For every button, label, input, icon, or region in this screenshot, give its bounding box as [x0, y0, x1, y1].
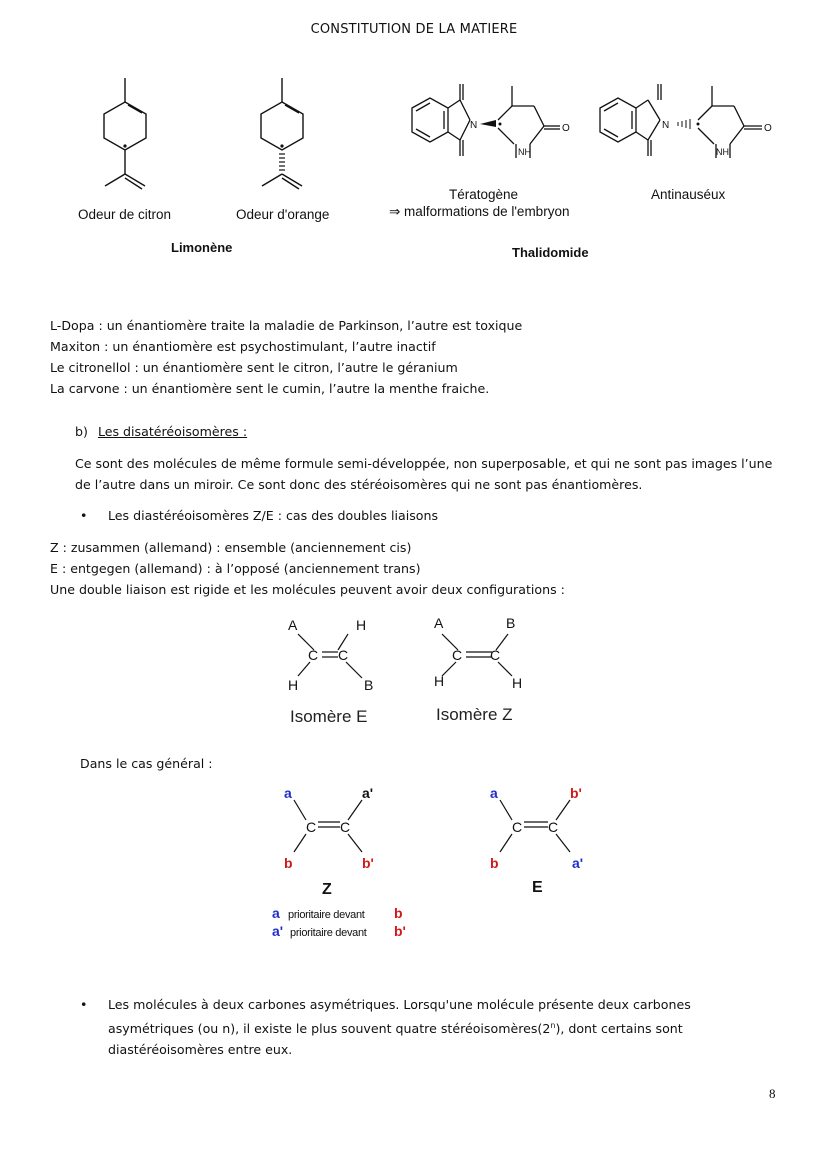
z-definition: Z : zusammen (allemand) : ensemble (anciennement cis): [50, 540, 412, 555]
general-z-label: Z: [322, 881, 332, 898]
limonene-citron-caption: Odeur de citron: [78, 207, 172, 222]
thalidomide-o-left: O: [562, 123, 570, 134]
thalidomide-teratogen-caption: Tératogène: [449, 187, 519, 202]
isomer-z-c1: C: [452, 647, 463, 663]
general-e-b-prime: b': [570, 785, 582, 801]
isomer-z-atom-b: B: [506, 615, 516, 631]
bullet-z-e-text: Les diastéréoisomères Z/E : cas des doubles liaisons: [108, 508, 439, 523]
general-case-intro: Dans le cas général :: [80, 756, 213, 771]
section-b-title: Les disatéréoisomères :: [97, 424, 248, 439]
thalidomide-nh-left: NH: [518, 147, 531, 157]
thalidomide-malformation-caption: ⇒ malformations de l'embryon: [389, 204, 570, 219]
general-z-e-diagram: [270, 782, 610, 947]
isomer-z-atom-a: A: [434, 615, 444, 631]
asymmetric-line-1: Les molécules à deux carbones asymétriques. Lorsqu'une molécule présente deux carbones: [108, 997, 691, 1012]
thalidomide-name: Thalidomide: [512, 245, 589, 260]
limonene-structures: [90, 70, 330, 200]
asymmetric-line-3: diastéréoisomères entre eux.: [108, 1042, 293, 1058]
isomer-e-atom-a: A: [288, 617, 298, 633]
double-bond-rigid: Une double liaison est rigide et les molécules peuvent avoir deux configurations :: [50, 582, 565, 597]
bullet-dot: •: [80, 508, 88, 523]
section-b-definition: [75, 453, 775, 495]
thalidomide-nh-right: NH: [716, 147, 729, 157]
general-e-c2: C: [548, 819, 559, 835]
isomer-e-atom-h-top: H: [356, 617, 367, 633]
asymmetric-line-2-sup: n: [550, 1021, 556, 1030]
isomer-e-c2: C: [338, 647, 349, 663]
thalidomide-n-right: N: [662, 120, 670, 131]
prio1-a: a: [272, 905, 280, 921]
isomer-e-c1: C: [308, 647, 319, 663]
asymmetric-line-2-pre: asymétriques (ou n), il existe le plus souvent quatre stéréoisomères(2: [108, 1021, 551, 1037]
definition-line-2: de l’autre dans un miroir. Ce sont donc des stéréoisomères qui ne sont pas énantiomères.: [75, 477, 643, 492]
general-z-b: b: [284, 855, 293, 871]
isomer-z-caption: Isomère Z: [436, 705, 513, 724]
general-e-label: E: [532, 879, 543, 896]
asymmetric-line-2: [108, 1015, 691, 1039]
bullet-asymmetric-carbons: [80, 994, 770, 1060]
asymmetric-line-2-post: ), dont certains sont: [555, 1021, 683, 1037]
isomer-e-caption: Isomère E: [290, 707, 368, 726]
page-number: 8: [769, 1086, 776, 1101]
isomer-z-atom-h-left: H: [434, 673, 445, 689]
general-e-b: b: [490, 855, 499, 871]
general-z-a: a: [284, 785, 292, 801]
prio1-text: prioritaire devant: [288, 909, 365, 921]
page-header: CONSTITUTION DE LA MATIERE: [310, 22, 518, 37]
general-z-b-prime: b': [362, 855, 374, 871]
definition-line-1: Ce sont des molécules de même formule semi-développée, non superposable, et qui ne sont pas images l’une: [75, 456, 773, 471]
isomer-z-c2: C: [490, 647, 501, 663]
general-z-c2: C: [340, 819, 351, 835]
example-maxiton: Maxiton : un énantiomère est psychostimulant, l’autre inactif: [50, 339, 436, 354]
bullet-z-e: [80, 505, 438, 526]
general-z-a-prime: a': [362, 785, 374, 801]
prio2-a: a': [272, 923, 284, 939]
thalidomide-o-right: O: [764, 123, 772, 134]
prio2-b: b': [394, 923, 406, 939]
general-e-a-prime: a': [572, 855, 584, 871]
example-carvone: La carvone : un énantiomère sent le cumin, l’autre la menthe fraiche.: [50, 381, 490, 396]
isomer-e-z-diagram: [280, 610, 540, 730]
thalidomide-antinauseous-caption: Antinauséux: [651, 187, 726, 202]
e-definition: E : entgegen (allemand) : à l’opposé (anciennement trans): [50, 561, 421, 576]
bullet-dot: •: [80, 997, 88, 1012]
isomer-z-atom-h-right: H: [512, 675, 523, 691]
isomer-e-atom-b: B: [364, 677, 374, 693]
section-b-label: b): [75, 424, 88, 439]
prio1-b: b: [394, 905, 403, 921]
thalidomide-n-left: N: [470, 120, 478, 131]
example-citronellol: Le citronellol : un énantiomère sent le citron, l’autre le géranium: [50, 360, 458, 375]
example-ldopa: L-Dopa : un énantiomère traite la maladie de Parkinson, l’autre est toxique: [50, 318, 523, 333]
section-b-heading: [75, 421, 247, 442]
isomer-e-atom-h-bottom: H: [288, 677, 299, 693]
limonene-name: Limonène: [171, 240, 233, 255]
general-e-a: a: [490, 785, 498, 801]
limonene-orange-caption: Odeur d'orange: [236, 207, 330, 222]
prio2-text: prioritaire devant: [290, 927, 367, 939]
general-e-c1: C: [512, 819, 523, 835]
thalidomide-structures: [390, 76, 780, 180]
general-z-c1: C: [306, 819, 317, 835]
